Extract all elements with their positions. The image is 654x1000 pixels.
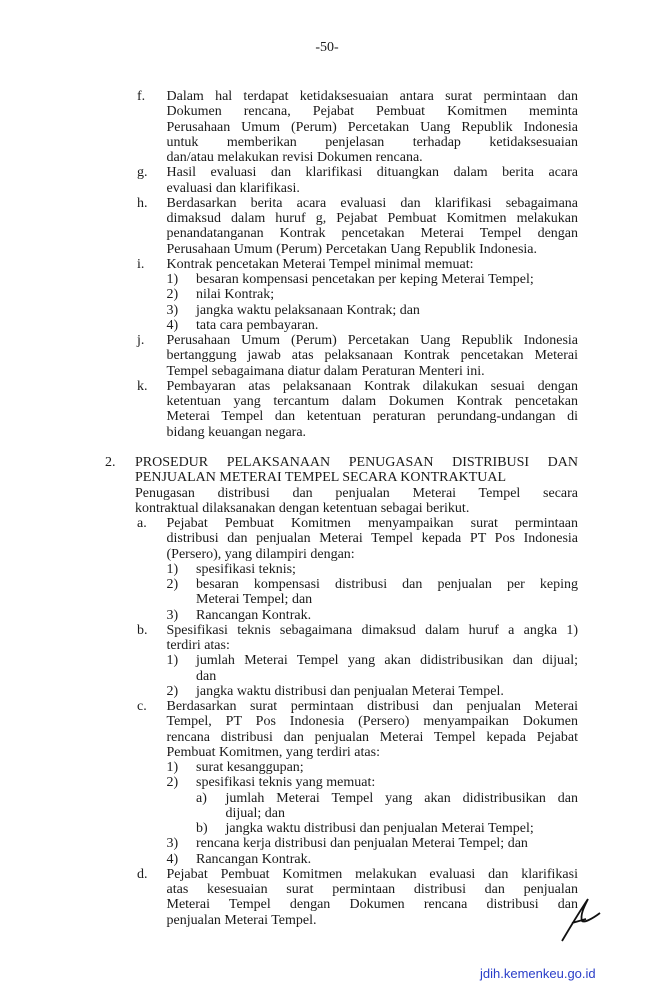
text-line [0,913,654,928]
text-line [0,699,654,714]
text-line [0,287,654,302]
list-label: b) [196,821,208,836]
line-text: Berdasarkan berita acara evaluasi dan klarifikasi sebagaimana [166,195,578,211]
line-text: Tempel sebagaimana diatur dalam Peraturan Menteri ini. [166,363,485,379]
page-number: -50- [315,40,339,55]
line-text: jangka waktu distribusi dan penjualan Meterai Tempel; [225,821,534,836]
line-text: evaluasi dan klarifikasi. [166,180,300,196]
line-text: distribusi dan penjualan Meterai Tempel kepada PT Pos Indonesia [166,531,578,547]
line-text: PENJUALAN METERAI TEMPEL SECARA KONTRAKTUAL [135,470,506,486]
line-text: jangka waktu pelaksanaan Kontrak; dan [196,302,420,318]
line-text: jangka waktu distribusi dan penjualan Meterai Tempel. [196,683,504,699]
list-label: 2) [166,683,179,699]
list-label: 3) [166,302,179,318]
line-text: Meterai Tempel dan ketentuan peraturan perundang-undangan di [166,409,578,425]
text-line [0,806,654,821]
text-line [0,562,654,577]
text-line [0,516,654,531]
text-line [0,318,654,333]
text-line [0,653,654,668]
list-label: d. [137,866,148,882]
line-text: Pembuat Komitmen, yang terdiri atas: [166,744,380,760]
line-text: jumlah Meterai Tempel yang akan didistribusikan dan [225,790,578,806]
text-line [0,120,654,135]
line-text: Perusahaan Umum (Perum) Percetakan Uang Republik Indonesia [166,333,578,348]
text-line [0,775,654,790]
list-label: 4) [166,851,179,867]
line-text: Penugasan distribusi dan penjualan Meterai Tempel secara [135,485,578,501]
line-text: penjualan Meterai Tempel. [166,912,317,928]
text-line [0,303,654,318]
text-line [0,501,654,516]
line-text: dimaksud dalam huruf g, Pejabat Pembuat Komitmen melakukan [166,211,578,226]
line-text: Rancangan Kontrak. [196,851,312,867]
line-text: Perusahaan Umum (Perum) Percetakan Uang Republik Indonesia [166,119,578,135]
text-line [0,791,654,806]
text-line [0,669,654,684]
line-text: Tempel, PT Pos Indonesia (Persero) menyampaikan Dokumen [166,714,578,730]
text-line [0,165,654,180]
line-text: Dokumen rencana, Pejabat Pembuat Komitmen meminta [166,104,578,120]
text-line [0,455,654,470]
line-text: rencana distribusi dan penjualan Meterai Tempel kepada Pejabat [166,729,578,745]
line-text: besaran kompensasi distribusi dan penjualan per keping [196,577,578,592]
list-label: f. [137,89,146,104]
line-text: Dalam hal terdapat ketidaksesuaian antara surat permintaan dan [166,89,578,104]
line-text: untuk memberikan penjelasan terhadap ketidaksesuaian [166,134,578,150]
text-line [0,623,654,638]
list-label: 1) [166,760,179,775]
line-text: Pejabat Pembuat Komitmen menyampaikan surat permintaan [166,516,578,531]
list-label: 2) [166,577,179,592]
text-line [0,486,654,501]
list-label: 2. [105,455,116,470]
text-line [0,104,654,119]
line-text: ketentuan yang tercantum dalam Dokumen Kontrak pencetakan [166,394,578,409]
line-text: dan [196,668,217,684]
text-line [0,333,654,348]
text-line [0,226,654,241]
text-line [0,196,654,211]
line-text: besaran kompensasi pencetakan per keping Meterai Tempel; [196,272,534,287]
footer-website[interactable]: jdih.kemenkeu.go.id [480,966,596,981]
line-text: bidang keuangan negara. [166,424,307,440]
text-line [0,150,654,165]
list-label: 1) [166,653,179,669]
line-text: jumlah Meterai Tempel yang akan didistribusikan dan dijual; [196,653,578,669]
text-line [0,897,654,912]
text-line [0,135,654,150]
text-line [0,730,654,745]
text-line [0,821,654,836]
line-text: (Persero), yang dilampiri dengan: [166,546,355,562]
line-text: dijual; dan [225,805,285,821]
line-text: spesifikasi teknis; [196,561,296,577]
line-text: Meterai Tempel; dan [196,592,313,608]
text-line [0,760,654,775]
line-text: Hasil evaluasi dan klarifikasi dituangkan dalam berita acara [166,165,578,181]
text-line [0,714,654,729]
text-line [0,181,654,196]
text-line [0,272,654,287]
text-line [0,394,654,409]
line-text: rencana kerja distribusi dan penjualan Meterai Tempel; dan [196,836,528,852]
text-line [0,531,654,546]
list-label: 4) [166,317,179,333]
list-label: a. [137,516,147,531]
line-text: dan/atau melakukan revisi Dokumen rencana. [166,150,423,165]
text-line [0,547,654,562]
list-label: i. [137,256,145,272]
text-line [0,348,654,363]
text-line [0,425,654,440]
line-text: Kontrak pencetakan Meterai Tempel minimal memuat: [166,256,474,272]
line-text: nilai Kontrak; [196,287,275,303]
list-label: j. [137,333,145,348]
text-line [0,89,654,104]
text-line [0,592,654,607]
text-line [0,684,654,699]
text-line [0,867,654,882]
list-label: c. [137,699,147,714]
line-text: Pembayaran atas pelaksanaan Kontrak dilakukan sesuai dengan [166,378,578,394]
text-line [0,608,654,623]
text-line [0,882,654,897]
line-text: atas kesesuaian surat permintaan distribusi dan penjualan [166,882,578,897]
text-line [0,852,654,867]
list-label: 3) [166,836,179,852]
text-line [0,836,654,851]
line-text: Spesifikasi teknis sebagaimana dimaksud dalam huruf a angka 1) [166,622,578,638]
line-text: kontraktual dilaksanakan dengan ketentuan sebagai berikut. [135,500,470,516]
line-text: penandatanganan Kontrak pencetakan Meterai Tempel dengan [166,226,578,242]
text-line [0,409,654,424]
line-text: Meterai Tempel dengan Dokumen rencana distribusi dan [166,897,578,913]
line-text: terdiri atas: [166,638,230,653]
paraf-signature [558,893,602,943]
text-line [0,745,654,760]
list-label: 2) [166,775,179,791]
list-label: 1) [166,561,179,577]
list-label: 1) [166,272,179,287]
line-text: spesifikasi teknis yang memuat: [196,775,376,791]
line-text: Pejabat Pembuat Komitmen melakukan evaluasi dan klarifikasi [166,866,578,882]
list-label: 2) [166,287,179,303]
list-label: b. [137,622,148,638]
text-line [0,638,654,653]
document-body [0,89,654,928]
list-label: g. [137,165,148,181]
line-text: Berdasarkan surat permintaan distribusi dan penjualan Meterai [166,699,578,714]
line-text: PROSEDUR PELAKSANAAN PENUGASAN DISTRIBUSI DAN [135,455,578,470]
line-text: surat kesanggupan; [196,760,304,775]
list-label: h. [137,195,148,211]
text-line [0,470,654,485]
text-line [0,242,654,257]
list-label: k. [137,378,148,394]
text-line [0,257,654,272]
line-text: tata cara pembayaran. [196,317,319,333]
line-text: bertanggung jawab atas pelaksanaan Kontrak pencetakan Meterai [166,348,578,364]
list-label: 3) [166,607,179,623]
text-line [0,364,654,379]
text-line [0,211,654,226]
line-text: Rancangan Kontrak. [196,607,312,623]
text-line [0,379,654,394]
text-line [0,577,654,592]
line-text: Perusahaan Umum (Perum) Percetakan Uang Republik Indonesia. [166,241,538,257]
list-label: a) [196,790,207,806]
